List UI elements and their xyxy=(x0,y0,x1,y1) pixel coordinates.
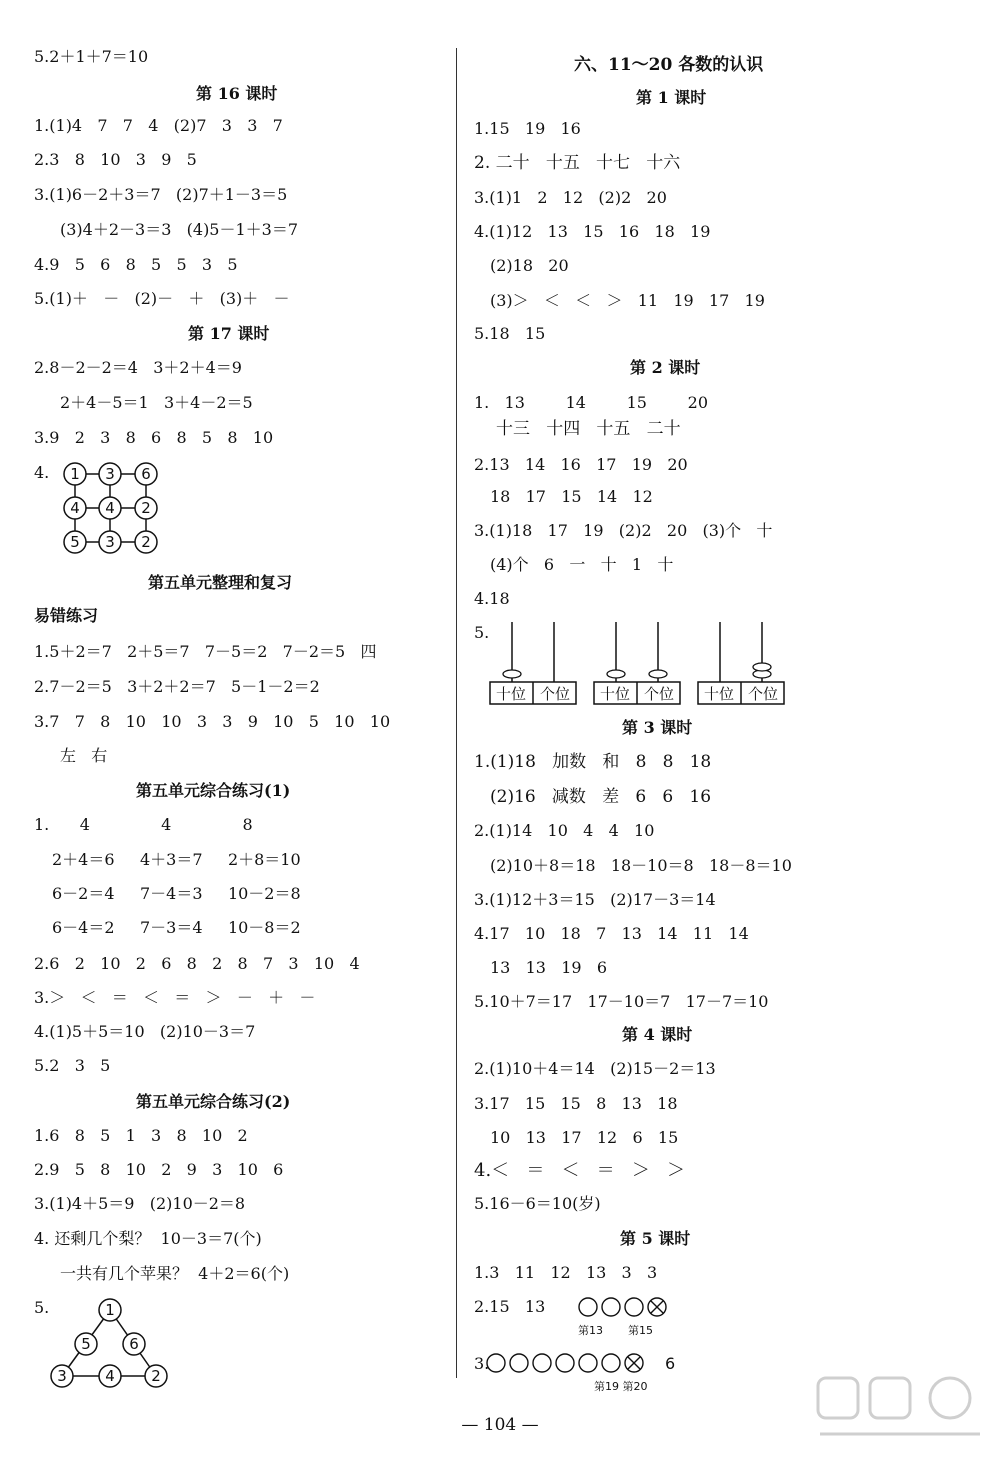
abacus-label-ones: 个位 xyxy=(643,685,675,703)
answer-line: 3.(1)12＋3＝15 (2)17－3＝14 xyxy=(474,890,716,909)
answer-line: 一共有几个苹果？ 4＋2＝6(个) xyxy=(60,1264,290,1283)
abacus-label-ones: 个位 xyxy=(539,685,571,703)
circle-row xyxy=(484,1352,684,1400)
lesson-heading: 第 2 课时 xyxy=(630,358,701,377)
answer-line: (3)＞ ＜ ＜ ＞ 11 19 17 19 xyxy=(490,291,765,310)
abacus-bead xyxy=(753,663,771,671)
circle-label: 第13 xyxy=(578,1324,603,1337)
triangle-number: 5 xyxy=(81,1335,91,1353)
grid-number: 5 xyxy=(70,533,80,551)
grid-number: 3 xyxy=(105,533,115,551)
lesson-heading: 第 4 课时 xyxy=(622,1025,693,1044)
abacus-label-tens: 十位 xyxy=(599,685,631,703)
answer-line: 18 17 15 14 12 xyxy=(490,487,653,506)
answer-line: 5.18 15 xyxy=(474,324,546,343)
triangle-number: 2 xyxy=(151,1367,161,1385)
page-number-value: 104 xyxy=(483,1415,517,1435)
answer-line: 1. 13 14 15 20 xyxy=(474,393,709,412)
triangle-number: 4 xyxy=(105,1367,115,1385)
triangle-number: 6 xyxy=(129,1335,139,1353)
answer-line: 1.3 11 12 13 3 3 xyxy=(474,1263,658,1282)
lesson-heading: 第 1 课时 xyxy=(636,88,707,107)
unit-heading: 六、11～20 各数的认识 xyxy=(574,55,764,75)
answer-line: 6－2＝4 7－4＝3 10－2＝8 xyxy=(52,884,301,903)
grid-number: 6 xyxy=(141,465,151,483)
answer-line: 4.17 10 18 7 13 14 11 14 xyxy=(474,924,749,943)
answer-line: 2. 二十 十五 十七 十六 xyxy=(474,153,681,173)
grid-number: 2 xyxy=(141,533,151,551)
lesson-heading: 第 3 课时 xyxy=(622,718,693,737)
abacus-bead xyxy=(607,670,625,678)
unit-heading: 第五单元整理和复习 xyxy=(148,573,293,592)
answer-line: 2.6 2 10 2 6 8 2 8 7 3 10 4 xyxy=(34,954,360,973)
triangle-diagram xyxy=(44,1294,174,1394)
lesson-heading: 第 16 课时 xyxy=(196,84,278,103)
empty-circle xyxy=(579,1298,597,1316)
answer-line: 1.(1)18 加数 和 8 8 18 xyxy=(474,752,712,772)
answer-line: 13 13 19 6 xyxy=(490,958,608,977)
answer-line: 4. 还剩几个梨？ 10－3＝7(个) xyxy=(34,1229,262,1248)
answer-line: (2)18 20 xyxy=(490,256,569,275)
answer-line: 4.9 5 6 8 5 5 3 5 xyxy=(34,255,238,274)
circle-row xyxy=(576,1296,676,1342)
answer-line: 2.13 14 16 17 19 20 xyxy=(474,455,688,474)
answer-line: 6－4＝2 7－3＝4 10－8＝2 xyxy=(52,918,301,937)
grid-number: 4 xyxy=(70,499,80,517)
triangle-number: 3 xyxy=(57,1367,67,1385)
empty-circle xyxy=(602,1354,620,1372)
answer-line: 1.15 19 16 xyxy=(474,119,581,138)
answer-line: 3.7 7 8 10 10 3 3 9 10 5 10 10 xyxy=(34,712,391,731)
empty-circle xyxy=(602,1298,620,1316)
answer-line: 1.(1)4 7 7 4 (2)7 3 3 7 xyxy=(34,116,283,135)
empty-circle xyxy=(579,1354,597,1372)
answer-line: (4)个 6 一 十 1 十 xyxy=(490,555,674,574)
answer-number: 6 xyxy=(665,1354,676,1373)
answer-line: 3.9 2 3 8 6 8 5 8 10 xyxy=(34,428,274,447)
answer-line: 2.7－2＝5 3＋2＋2＝7 5－1－2＝2 xyxy=(34,677,320,696)
empty-circle xyxy=(487,1354,505,1372)
answer-line: 3.17 15 15 8 13 18 xyxy=(474,1094,678,1113)
answer-line: 4.(1)5＋5＝10 (2)10－3＝7 xyxy=(34,1022,256,1041)
answer-line: 3.＞ ＜ ＝ ＜ ＝ ＞ － ＋ － xyxy=(34,988,316,1007)
watermark-logo xyxy=(810,1372,990,1452)
answer-line: 3.(1)4＋5＝9 (2)10－2＝8 xyxy=(34,1194,246,1213)
grid-number: 4 xyxy=(105,499,115,517)
page-number: — 104 — xyxy=(461,1415,539,1435)
answer-line: 5. xyxy=(474,623,490,642)
answer-line: 5.2 3 5 xyxy=(34,1056,111,1075)
grid-number: 3 xyxy=(105,465,115,483)
grid-number: 1 xyxy=(70,465,80,483)
answer-line: 左 右 xyxy=(60,746,108,765)
answer-line: 2.8－2－2＝4 3＋2＋4＝9 xyxy=(34,358,242,377)
answer-line: 2.(1)10＋4＝14 (2)15－2＝13 xyxy=(474,1059,716,1078)
column-divider xyxy=(456,48,457,1378)
answer-line: 3.(1)1 2 12 (2)2 20 xyxy=(474,188,667,207)
answer-line: 4.(1)12 13 15 16 18 19 xyxy=(474,222,711,241)
answer-line: 5.(1)＋ － (2)－ ＋ (3)＋ － xyxy=(34,289,290,308)
answer-line: 1.5＋2＝7 2＋5＝7 7－5＝2 7－2＝5 四 xyxy=(34,642,377,661)
answer-line: 5. xyxy=(34,1298,50,1317)
section-heading: 第五单元综合练习(2) xyxy=(136,1092,291,1111)
abacus-label-tens: 十位 xyxy=(703,685,735,703)
empty-circle xyxy=(510,1354,528,1372)
grid-number: 2 xyxy=(141,499,151,517)
answer-line: 4. xyxy=(34,463,50,482)
abacus-bead xyxy=(503,670,521,678)
abacus-label-tens: 十位 xyxy=(495,685,527,703)
answer-line: 5.2＋1＋7＝10 xyxy=(34,47,149,66)
answer-line: 3. xyxy=(474,1354,490,1373)
answer-line: (3)4＋2－3＝3 (4)5－1＋3＝7 xyxy=(60,220,299,239)
section-heading: 第五单元综合练习(1) xyxy=(136,781,291,800)
answer-line: 4.18 xyxy=(474,589,510,608)
empty-circle xyxy=(556,1354,574,1372)
section-heading: 易错练习 xyxy=(34,606,99,625)
abacus-label-ones: 个位 xyxy=(747,685,779,703)
answer-line: 2＋4＝6 4＋3＝7 2＋8＝10 xyxy=(52,850,301,869)
circle-label: 第15 xyxy=(628,1324,653,1337)
lesson-heading: 第 5 课时 xyxy=(620,1229,691,1248)
answer-line: 3.(1)18 17 19 (2)2 20 (3)个 十 xyxy=(474,521,773,540)
answer-line: 5.10＋7＝17 17－10＝7 17－7＝10 xyxy=(474,992,769,1011)
answer-line: 1. 4 4 8 xyxy=(34,815,253,834)
answer-line: 10 13 17 12 6 15 xyxy=(490,1128,679,1147)
answer-line: 2.3 8 10 3 9 5 xyxy=(34,150,197,169)
lesson-heading: 第 17 课时 xyxy=(188,324,270,343)
answer-line: 3.(1)6－2＋3＝7 (2)7＋1－3＝5 xyxy=(34,185,288,204)
answer-line: 4.＜ ＝ ＜ ＝ ＞ ＞ xyxy=(474,1160,685,1181)
answer-line: 5.16－6＝10(岁) xyxy=(474,1194,601,1213)
answer-line: 十三 十四 十五 二十 xyxy=(496,419,681,439)
answer-line: (2)10＋8＝18 18－10＝8 18－8＝10 xyxy=(490,856,792,875)
circle-label: 第19 第20 xyxy=(594,1380,648,1393)
abacus-group xyxy=(486,618,786,710)
answer-line: 2.(1)14 10 4 4 10 xyxy=(474,821,655,840)
answer-line: 2＋4－5＝1 3＋4－2＝5 xyxy=(60,393,253,412)
empty-circle xyxy=(625,1298,643,1316)
triangle-number: 1 xyxy=(105,1301,115,1319)
answer-line: 2.15 13 xyxy=(474,1297,546,1316)
empty-circle xyxy=(533,1354,551,1372)
circle-grid-diagram xyxy=(58,460,168,560)
answer-line: 1.6 8 5 1 3 8 10 2 xyxy=(34,1126,248,1145)
answer-line: (2)16 减数 差 6 6 16 xyxy=(490,787,712,807)
answer-line: 2.9 5 8 10 2 9 3 10 6 xyxy=(34,1160,284,1179)
abacus-bead xyxy=(649,670,667,678)
